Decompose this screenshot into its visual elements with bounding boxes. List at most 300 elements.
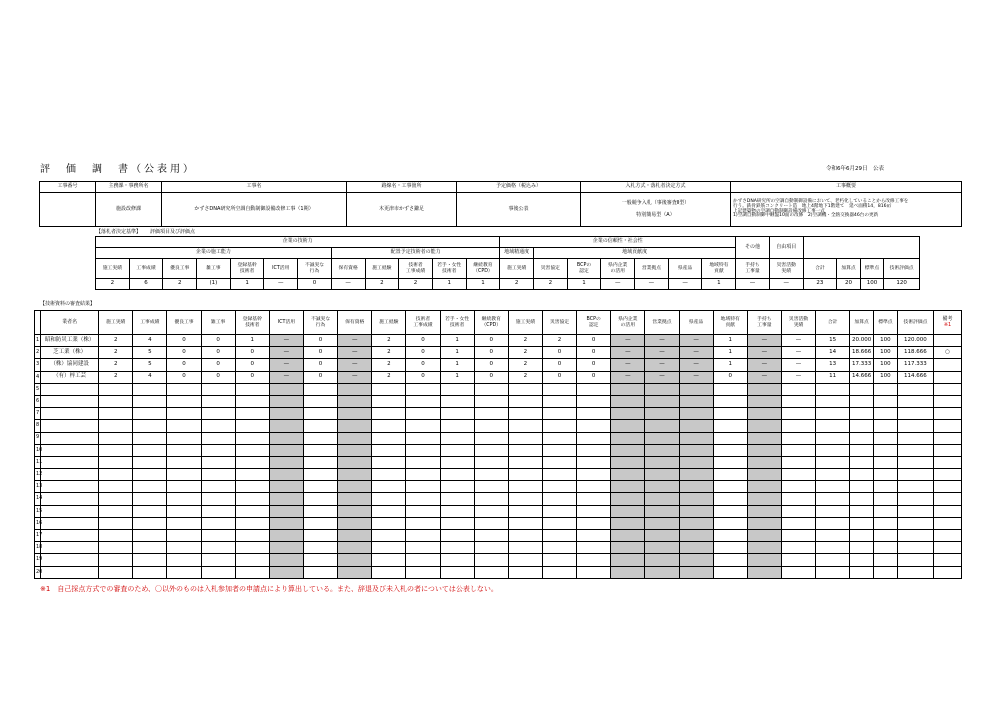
result-cell: 2 <box>508 347 542 359</box>
result-cell <box>747 395 781 407</box>
criteria-col-header: 雑工事 <box>197 259 231 279</box>
sub-contribution: 地域貢献度 <box>534 248 736 259</box>
result-cell <box>645 444 679 456</box>
result-cell <box>338 530 372 542</box>
result-cell <box>542 456 576 468</box>
results-col-header: 手持ち 工事量 <box>747 311 781 335</box>
result-cell <box>99 432 133 444</box>
result-cell <box>747 469 781 481</box>
result-cell <box>850 542 874 554</box>
bidder-name <box>41 408 99 420</box>
result-cell <box>781 408 815 420</box>
criteria-col-header: 施工実績 <box>96 259 130 279</box>
result-cell: 117.333 <box>897 359 933 371</box>
remark-cell: ○ <box>934 347 962 359</box>
result-cell <box>201 554 235 566</box>
table-row <box>35 481 962 493</box>
row-number: 7 <box>35 408 41 420</box>
result-cell <box>850 395 874 407</box>
result-cell <box>99 530 133 542</box>
project-table <box>39 181 962 227</box>
result-cell: — <box>781 335 815 347</box>
result-cell <box>474 456 508 468</box>
bidder-name: 昭和防災工業（株） <box>41 335 99 347</box>
remark-cell <box>934 395 962 407</box>
result-cell <box>816 408 850 420</box>
result-cell: 0 <box>542 347 576 359</box>
result-cell <box>406 481 440 493</box>
results-col-header: 営業拠点 <box>645 311 679 335</box>
result-cell: — <box>679 347 713 359</box>
result-cell <box>508 383 542 395</box>
result-cell <box>201 505 235 517</box>
result-cell <box>850 456 874 468</box>
result-cell <box>303 530 337 542</box>
remark-cell <box>934 481 962 493</box>
results-col-header: 工事成績 <box>133 311 167 335</box>
result-cell <box>303 481 337 493</box>
result-cell: — <box>747 359 781 371</box>
result-cell <box>542 542 576 554</box>
result-cell <box>201 493 235 505</box>
result-cell <box>303 566 337 578</box>
totals-blank <box>803 237 919 259</box>
result-cell <box>406 505 440 517</box>
result-cell: 0 <box>474 335 508 347</box>
remark-cell <box>934 335 962 347</box>
results-col-header: 県内企業 の活用 <box>611 311 645 335</box>
result-cell <box>338 383 372 395</box>
result-cell <box>338 469 372 481</box>
result-cell <box>645 383 679 395</box>
result-cell <box>99 566 133 578</box>
project-row <box>40 193 962 227</box>
result-cell <box>303 408 337 420</box>
result-cell <box>269 530 303 542</box>
result-cell: 14 <box>816 347 850 359</box>
result-cell <box>897 530 933 542</box>
result-cell <box>440 395 474 407</box>
result-cell: — <box>611 371 645 383</box>
criteria-value: 20 <box>837 279 860 290</box>
result-cell <box>542 505 576 517</box>
result-cell: 0 <box>303 347 337 359</box>
result-cell <box>611 566 645 578</box>
results-col-header: 災害活動 実績 <box>781 311 815 335</box>
criteria-value: — <box>668 279 702 290</box>
group-social: 企業の信頼性・社会性 <box>500 237 736 248</box>
result-cell <box>235 444 269 456</box>
overview-line: 上記建築物の空調自動制御設備改修工事一式 <box>733 208 825 214</box>
results-col-header: 標準点 <box>874 311 898 335</box>
result-cell: — <box>269 347 303 359</box>
results-col-header: 加算点 <box>850 311 874 335</box>
result-cell <box>713 505 747 517</box>
result-cell <box>508 420 542 432</box>
table-row <box>35 456 962 468</box>
result-cell: — <box>747 371 781 383</box>
row-number: 19 <box>35 554 41 566</box>
result-cell <box>167 456 201 468</box>
result-cell <box>269 456 303 468</box>
criteria-col-header: 若手・女性 技術者 <box>432 259 466 279</box>
result-cell <box>303 383 337 395</box>
result-cell <box>133 542 167 554</box>
criteria-col-header: 加算点 <box>837 259 860 279</box>
result-cell: 5 <box>133 359 167 371</box>
result-cell <box>269 444 303 456</box>
result-cell <box>747 456 781 468</box>
result-cell <box>577 408 611 420</box>
result-cell <box>99 493 133 505</box>
header-number: 工事番号 <box>40 182 96 193</box>
results-col-header: 合計 <box>816 311 850 335</box>
result-cell <box>713 469 747 481</box>
result-cell <box>99 444 133 456</box>
project-location: 木更津市かずさ鎌足 <box>347 193 457 227</box>
result-cell: 0 <box>713 371 747 383</box>
result-cell: 114.666 <box>897 371 933 383</box>
result-cell <box>133 469 167 481</box>
result-cell <box>713 432 747 444</box>
result-cell <box>508 395 542 407</box>
result-cell: 4 <box>133 371 167 383</box>
result-cell <box>850 420 874 432</box>
bidder-name <box>41 530 99 542</box>
result-cell <box>201 542 235 554</box>
result-cell <box>897 432 933 444</box>
result-cell <box>713 554 747 566</box>
table-row <box>35 432 962 444</box>
result-cell <box>303 456 337 468</box>
row-number: 8 <box>35 420 41 432</box>
result-cell <box>747 530 781 542</box>
result-cell <box>850 444 874 456</box>
result-cell: — <box>645 347 679 359</box>
result-cell <box>133 505 167 517</box>
result-cell <box>816 432 850 444</box>
bidder-header: 業者名 <box>41 311 99 335</box>
result-cell <box>406 420 440 432</box>
result-cell <box>816 505 850 517</box>
result-cell <box>542 383 576 395</box>
result-cell <box>201 456 235 468</box>
criteria-value: 2 <box>534 279 568 290</box>
result-cell <box>440 517 474 529</box>
result-cell: 1 <box>713 347 747 359</box>
result-cell <box>235 505 269 517</box>
result-cell: — <box>611 347 645 359</box>
result-cell <box>440 456 474 468</box>
result-cell <box>542 408 576 420</box>
result-cell: 0 <box>235 371 269 383</box>
results-col-header: 若手・女性 技術者 <box>440 311 474 335</box>
table-row <box>35 335 962 347</box>
result-cell: — <box>611 359 645 371</box>
result-cell <box>474 395 508 407</box>
result-cell: — <box>679 371 713 383</box>
criteria-col-header: 県内企業 の活用 <box>601 259 635 279</box>
table-row <box>35 444 962 456</box>
result-cell <box>645 420 679 432</box>
result-cell: 0 <box>167 335 201 347</box>
result-cell: 0 <box>201 335 235 347</box>
criteria-value: — <box>331 279 365 290</box>
row-number: 3 <box>35 359 41 371</box>
result-cell <box>303 505 337 517</box>
result-cell: 2 <box>99 347 133 359</box>
result-cell <box>874 456 898 468</box>
result-cell <box>542 517 576 529</box>
criteria-col-header: 営業拠点 <box>635 259 669 279</box>
result-cell <box>201 517 235 529</box>
result-cell <box>167 481 201 493</box>
row-number: 15 <box>35 505 41 517</box>
result-cell <box>474 542 508 554</box>
table-row <box>35 408 962 420</box>
result-cell <box>474 566 508 578</box>
criteria-col-header: 災害協定 <box>534 259 568 279</box>
result-cell: 17.333 <box>850 359 874 371</box>
result-cell: 2 <box>508 335 542 347</box>
remark-cell <box>934 408 962 420</box>
header-price: 予定価格（税込み） <box>457 182 581 193</box>
result-cell <box>372 432 406 444</box>
result-cell: 0 <box>577 347 611 359</box>
table-row <box>35 371 962 383</box>
result-cell <box>816 530 850 542</box>
result-cell <box>235 493 269 505</box>
result-cell <box>816 481 850 493</box>
result-cell <box>338 493 372 505</box>
row-number: 4 <box>35 371 41 383</box>
row-number: 18 <box>35 542 41 554</box>
result-cell <box>679 530 713 542</box>
result-cell <box>338 420 372 432</box>
result-cell <box>269 469 303 481</box>
result-cell <box>874 505 898 517</box>
bidder-name <box>41 469 99 481</box>
result-cell: — <box>338 359 372 371</box>
result-cell: 0 <box>406 371 440 383</box>
result-cell <box>645 481 679 493</box>
remark-cell <box>934 554 962 566</box>
result-cell <box>338 444 372 456</box>
result-cell <box>747 554 781 566</box>
result-cell <box>133 383 167 395</box>
result-cell <box>269 542 303 554</box>
result-cell: 0 <box>167 371 201 383</box>
result-cell <box>474 444 508 456</box>
result-cell <box>133 432 167 444</box>
result-cell: — <box>679 335 713 347</box>
result-cell <box>201 432 235 444</box>
free-header: 自由項目 <box>769 237 803 259</box>
result-cell <box>781 456 815 468</box>
other-header: その他 <box>736 237 770 259</box>
result-cell <box>897 408 933 420</box>
result-cell: 0 <box>542 359 576 371</box>
result-cell <box>99 469 133 481</box>
result-cell: — <box>781 347 815 359</box>
criteria-value: 2 <box>163 279 197 290</box>
result-cell <box>747 420 781 432</box>
bidder-name <box>41 493 99 505</box>
result-cell <box>577 493 611 505</box>
overview-line: 行う。鉄骨鉄筋コンクリート造 地上4階地下1階建て 延べ面積14，816㎡ <box>733 203 892 209</box>
criteria-col-header: 工事成績 <box>129 259 163 279</box>
result-cell <box>338 408 372 420</box>
result-cell <box>269 554 303 566</box>
result-cell <box>611 444 645 456</box>
result-cell <box>508 481 542 493</box>
result-cell <box>874 481 898 493</box>
method-decision: 特別簡易型（A） <box>636 211 675 218</box>
criteria-group-row <box>96 237 920 248</box>
result-cell <box>645 542 679 554</box>
result-cell <box>645 505 679 517</box>
result-cell <box>440 469 474 481</box>
result-cell: 0 <box>577 359 611 371</box>
bidder-name <box>41 505 99 517</box>
result-cell <box>781 432 815 444</box>
row-number: 1 <box>35 335 41 347</box>
result-cell <box>235 517 269 529</box>
remark-cell <box>934 359 962 371</box>
result-cell <box>167 505 201 517</box>
footnote: ※1 自己採点方式での審査のため、〇以外のものは入札参加者の申請点により算出している。また、辞退及び未入札の者については公表しない。 <box>40 585 498 593</box>
result-cell <box>645 432 679 444</box>
result-cell: 100 <box>874 371 898 383</box>
result-cell: — <box>645 371 679 383</box>
bidder-name <box>41 542 99 554</box>
result-cell <box>897 383 933 395</box>
row-number: 20 <box>35 566 41 578</box>
result-cell <box>372 444 406 456</box>
result-cell <box>897 554 933 566</box>
result-cell <box>781 530 815 542</box>
row-number: 17 <box>35 530 41 542</box>
results-label: 【技術資料の審査結果】 <box>40 301 96 307</box>
result-cell <box>474 383 508 395</box>
results-col-header: 技術者 工事成績 <box>406 311 440 335</box>
result-cell <box>611 493 645 505</box>
result-cell <box>269 505 303 517</box>
result-cell <box>235 383 269 395</box>
table-row <box>35 395 962 407</box>
result-cell <box>781 469 815 481</box>
result-cell <box>440 408 474 420</box>
result-cell: 0 <box>577 335 611 347</box>
result-cell <box>816 383 850 395</box>
result-cell <box>99 456 133 468</box>
result-cell <box>167 566 201 578</box>
table-row <box>35 347 962 359</box>
result-cell <box>474 408 508 420</box>
results-col-header: 施工実績 <box>99 311 133 335</box>
result-cell <box>645 530 679 542</box>
table-row <box>35 420 962 432</box>
result-cell: 100 <box>874 347 898 359</box>
result-cell <box>235 408 269 420</box>
result-cell <box>201 444 235 456</box>
result-cell <box>850 408 874 420</box>
result-cell <box>440 505 474 517</box>
result-cell <box>645 554 679 566</box>
result-cell <box>440 542 474 554</box>
result-cell <box>372 456 406 468</box>
bidder-name <box>41 420 99 432</box>
result-cell <box>201 530 235 542</box>
sub-company: 企業の施工能力 <box>96 248 332 259</box>
result-cell <box>167 530 201 542</box>
result-cell <box>850 481 874 493</box>
bidder-name <box>41 481 99 493</box>
result-cell <box>372 530 406 542</box>
result-cell <box>508 456 542 468</box>
result-cell <box>167 432 201 444</box>
result-cell: 0 <box>542 371 576 383</box>
criteria-col-header: 地域特有 貢献 <box>702 259 736 279</box>
result-cell <box>167 517 201 529</box>
project-price: 事後公表 <box>457 193 581 227</box>
result-cell <box>874 566 898 578</box>
bidder-name: （株）協同建設 <box>41 359 99 371</box>
result-cell <box>542 420 576 432</box>
result-cell: 0 <box>201 347 235 359</box>
result-cell: 0 <box>167 347 201 359</box>
row-number: 12 <box>35 469 41 481</box>
result-cell: 0 <box>235 359 269 371</box>
results-header-row <box>35 311 962 335</box>
result-cell <box>850 530 874 542</box>
overview-line: 1)空調自動制御中継盤10面の改修 2)空調機・全熱交換器46台の更新 <box>733 213 879 219</box>
bidder-name <box>41 432 99 444</box>
result-cell: 2 <box>372 335 406 347</box>
results-col-header: 登録基幹 技術者 <box>235 311 269 335</box>
result-cell <box>679 493 713 505</box>
result-cell <box>508 444 542 456</box>
result-cell <box>440 444 474 456</box>
bidder-name <box>41 554 99 566</box>
bidder-name <box>41 444 99 456</box>
result-cell: 0 <box>577 371 611 383</box>
criteria-value: 100 <box>860 279 883 290</box>
result-cell <box>235 530 269 542</box>
result-cell <box>747 408 781 420</box>
result-cell <box>713 481 747 493</box>
result-cell <box>816 517 850 529</box>
result-cell <box>303 554 337 566</box>
result-cell <box>406 566 440 578</box>
criteria-value: 6 <box>129 279 163 290</box>
criteria-value: 23 <box>803 279 837 290</box>
result-cell: — <box>645 335 679 347</box>
results-table <box>34 310 962 579</box>
result-cell: 18.666 <box>850 347 874 359</box>
result-cell <box>235 481 269 493</box>
result-cell <box>747 517 781 529</box>
result-cell <box>713 395 747 407</box>
result-cell <box>850 554 874 566</box>
result-cell <box>747 566 781 578</box>
result-cell <box>713 530 747 542</box>
criteria-value: 2 <box>399 279 433 290</box>
result-cell <box>99 395 133 407</box>
table-row <box>35 530 962 542</box>
page-title: 評 価 調 書（公表用） <box>40 164 196 175</box>
result-cell <box>372 469 406 481</box>
